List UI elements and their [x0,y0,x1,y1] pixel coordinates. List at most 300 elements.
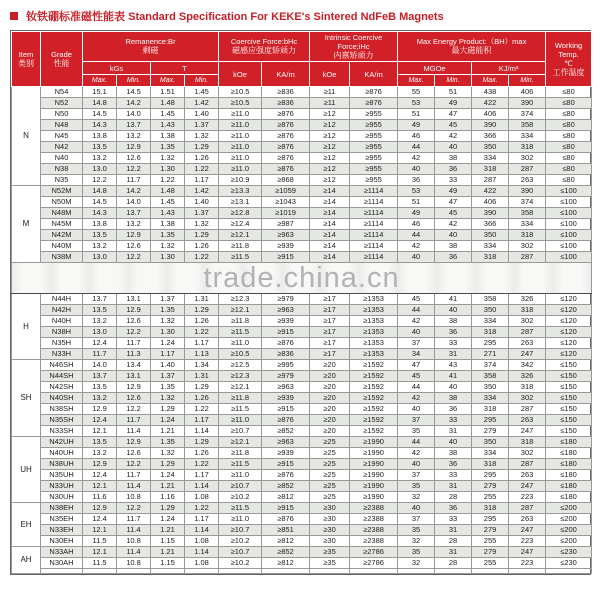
value-cell: 38 [435,153,472,164]
value-cell: 1.32 [151,393,185,404]
value-cell: ≥30 [310,503,350,514]
table-row-N38SH [12,404,592,415]
value-cell: 374 [509,197,546,208]
value-cell: 302 [509,393,546,404]
item-group-label-UH: UH [12,437,41,503]
value-cell: ≥852 [262,481,310,492]
value-cell: 1.32 [151,241,185,252]
value-cell: 13.1 [117,294,151,305]
value-cell: 40 [435,382,472,393]
value-cell: 1.42 [185,98,219,109]
value-cell: 318 [472,404,509,415]
value-cell: 13.0 [83,327,117,338]
value-cell: ≥2786 [350,558,398,569]
subcol-kgs-max: Max. [83,75,117,87]
value-cell: 10.8 [117,492,151,503]
value-cell: ≥10.7 [219,481,262,492]
value-cell: 14.8 [83,98,117,109]
value-cell: 33 [435,514,472,525]
value-cell: 12.1 [83,481,117,492]
value-cell: 38 [435,448,472,459]
value-cell: ≥963 [262,305,310,316]
subcol-kjm3-max: Max. [472,75,509,87]
value-cell: 11.7 [117,415,151,426]
value-cell: 41 [435,294,472,305]
value-cell: 51 [398,197,435,208]
value-cell: ≤100 [546,186,592,197]
value-cell: ≤150 [546,415,592,426]
table-row-N35H [12,338,592,349]
value-cell: 350 [472,437,509,448]
value-cell: ≥852 [262,547,310,558]
grade-cell: N38SH [41,404,83,415]
value-cell: 36 [435,327,472,338]
value-cell: 1.24 [151,470,185,481]
value-cell: ≥1990 [350,481,398,492]
value-cell: ≥10.7 [219,547,262,558]
value-cell: 287 [509,327,546,338]
subcol-kgs-min: Min. [117,75,151,87]
value-cell: ≤200 [546,514,592,525]
value-cell: ≥1592 [350,371,398,382]
table-row-N52M [12,186,592,197]
value-cell: 279 [472,547,509,558]
value-cell: 42 [398,393,435,404]
value-cell: 40 [398,164,435,175]
value-cell: ≥939 [262,241,310,252]
value-cell: 1.35 [151,382,185,393]
value-cell: 44 [398,230,435,241]
value-cell: 1.35 [151,305,185,316]
value-cell: 15.1 [83,87,117,98]
col-header-item [12,32,41,87]
value-cell: ≥17 [310,316,350,327]
value-cell: 33 [435,470,472,481]
value-cell: 1.40 [185,197,219,208]
value-cell: ≥20 [310,404,350,415]
value-cell: 318 [509,230,546,241]
value-cell: 32 [398,558,435,569]
value-cell: 1.32 [151,448,185,459]
value-cell: 36 [435,404,472,415]
value-cell: ≥20 [310,382,350,393]
value-cell: 35 [398,525,435,536]
value-cell: 1.17 [185,514,219,525]
value-cell: ≥11.0 [219,120,262,131]
value-cell: ≥11.5 [219,503,262,514]
value-cell: 13.0 [83,252,117,263]
value-cell: ≥25 [310,448,350,459]
value-cell: 1.08 [185,536,219,547]
value-cell: 438 [472,87,509,98]
value-cell: 1.38 [151,219,185,230]
value-cell: ≥11.0 [219,514,262,525]
table-row-N40M [12,241,592,252]
value-cell: ≥2388 [350,525,398,536]
value-cell: ≥1114 [350,241,398,252]
value-cell: 1.14 [185,547,219,558]
value-cell: 279 [472,481,509,492]
value-cell: 11.7 [83,349,117,360]
empty-cell [435,569,472,574]
value-cell: ≤150 [546,371,592,382]
value-cell: ≥876 [262,514,310,525]
value-cell: 334 [509,131,546,142]
value-cell: 31 [435,547,472,558]
table-row-N44H [12,294,592,305]
value-cell: 40 [398,503,435,514]
value-cell: ≤180 [546,459,592,470]
value-cell: 51 [398,109,435,120]
value-cell: ≥979 [262,371,310,382]
value-cell: ≥13.3 [219,186,262,197]
value-cell: ≥876 [262,109,310,120]
value-cell: 1.34 [185,360,219,371]
value-cell: 1.43 [151,120,185,131]
value-cell: 49 [398,208,435,219]
value-cell: 44 [398,437,435,448]
value-cell: ≥876 [262,338,310,349]
grade-cell: N40UH [41,448,83,459]
value-cell: 1.22 [185,503,219,514]
value-cell: ≤200 [546,503,592,514]
value-cell: 44 [398,382,435,393]
grade-cell: N42 [41,142,83,153]
value-cell: 326 [509,294,546,305]
value-cell: ≥11.5 [219,252,262,263]
value-cell: 1.31 [185,371,219,382]
item-group-label-N: N [12,87,41,186]
grade-cell: N40SH [41,393,83,404]
value-cell: ≥30 [310,514,350,525]
value-cell: 318 [472,503,509,514]
value-cell: 37 [398,415,435,426]
value-cell: 318 [472,164,509,175]
value-cell: 287 [509,503,546,514]
table-row-N35 [12,175,592,186]
value-cell: 12.6 [117,153,151,164]
value-cell: 1.35 [151,230,185,241]
value-cell: ≥915 [262,404,310,415]
value-cell: 13.2 [117,131,151,142]
value-cell: 255 [472,492,509,503]
value-cell: ≥1353 [350,294,398,305]
value-cell: 1.17 [151,349,185,360]
table-row-N46SH [12,360,592,371]
value-cell: 12.2 [117,459,151,470]
value-cell: 11.7 [117,338,151,349]
value-cell: 13.8 [83,131,117,142]
value-cell: 334 [472,316,509,327]
value-cell: 358 [472,371,509,382]
value-cell: 14.5 [117,87,151,98]
value-cell: 45 [435,120,472,131]
subcol-t: T [151,62,219,75]
value-cell: 14.2 [117,186,151,197]
value-cell: ≥11.0 [219,153,262,164]
value-cell: ≤100 [546,208,592,219]
value-cell: 1.45 [151,109,185,120]
value-cell: ≥836 [262,87,310,98]
empty-cell [350,569,398,574]
col-header-remanence-en: Remanence:Br [125,37,176,46]
empty-cell [41,569,83,574]
value-cell: 223 [509,492,546,503]
col-header-coercive-zh: 磁感应强度矫顽力 [232,46,297,55]
value-cell: 1.22 [185,164,219,175]
value-cell: 13.2 [83,153,117,164]
value-cell: ≥915 [262,327,310,338]
value-cell: ≥2388 [350,536,398,547]
value-cell: 1.21 [151,525,185,536]
value-cell: ≥995 [262,360,310,371]
value-cell: 12.9 [83,404,117,415]
grade-cell: N45M [41,219,83,230]
value-cell: ≥14 [310,197,350,208]
value-cell: 1.14 [185,525,219,536]
value-cell: ≥12.8 [219,208,262,219]
item-group-label-SH: SH [12,360,41,437]
value-cell: ≥1592 [350,426,398,437]
value-cell: 11.7 [117,514,151,525]
value-cell: ≥1592 [350,360,398,371]
value-cell: 255 [472,558,509,569]
value-cell: 302 [509,153,546,164]
value-cell: 1.29 [185,305,219,316]
value-cell: ≥1592 [350,404,398,415]
grade-cell: N44H [41,294,83,305]
value-cell: ≥12.1 [219,437,262,448]
value-cell: 1.37 [151,371,185,382]
value-cell: ≤150 [546,393,592,404]
value-cell: 1.22 [185,252,219,263]
value-cell: ≥14 [310,208,350,219]
value-cell: 287 [472,175,509,186]
value-cell: 358 [472,294,509,305]
value-cell: 33 [435,338,472,349]
value-cell: 53 [398,186,435,197]
value-cell: ≥20 [310,393,350,404]
value-cell: 1.42 [185,186,219,197]
value-cell: 1.15 [151,536,185,547]
value-cell: ≥1990 [350,492,398,503]
value-cell: 1.38 [151,131,185,142]
value-cell: 42 [435,219,472,230]
value-cell: ≤80 [546,175,592,186]
table-row-N54 [12,87,592,98]
value-cell: ≥876 [262,470,310,481]
value-cell: 263 [509,415,546,426]
value-cell: ≤100 [546,219,592,230]
value-cell: 34 [398,349,435,360]
table-row-N52 [12,98,592,109]
value-cell: ≥10.7 [219,525,262,536]
grade-cell: N33H [41,349,83,360]
value-cell: 406 [509,87,546,98]
value-cell: ≥1114 [350,186,398,197]
value-cell: 49 [435,186,472,197]
value-cell: 14.0 [83,360,117,371]
value-cell: 1.26 [185,393,219,404]
value-cell: 318 [509,305,546,316]
value-cell: 287 [509,164,546,175]
value-cell: ≤200 [546,525,592,536]
value-cell: 28 [435,558,472,569]
value-cell: 255 [472,536,509,547]
value-cell: ≥812 [262,558,310,569]
value-cell: ≥25 [310,481,350,492]
col-header-item-zh: 类别 [18,58,34,68]
value-cell: ≤120 [546,327,592,338]
value-cell: 38 [435,393,472,404]
value-cell: 12.1 [83,525,117,536]
value-cell: 263 [509,470,546,481]
value-cell: 1.21 [151,426,185,437]
grade-cell: N48M [41,208,83,219]
value-cell: ≥939 [262,316,310,327]
value-cell: 28 [435,536,472,547]
value-cell: 42 [398,153,435,164]
value-cell: 1.17 [185,470,219,481]
value-cell: 42 [398,316,435,327]
value-cell: 14.3 [83,208,117,219]
value-cell: ≥12.1 [219,382,262,393]
value-cell: ≤80 [546,98,592,109]
value-cell: ≥25 [310,437,350,448]
value-cell: 406 [472,197,509,208]
value-cell: 40 [435,230,472,241]
grade-cell: N48 [41,120,83,131]
value-cell: ≥11.8 [219,241,262,252]
value-cell: 1.37 [185,208,219,219]
value-cell: ≤150 [546,382,592,393]
value-cell: 12.2 [117,327,151,338]
value-cell: ≥12 [310,153,350,164]
value-cell: 42 [398,448,435,459]
subcol-mgoe: MGOe [398,62,472,75]
value-cell: ≥1353 [350,327,398,338]
value-cell: ≥25 [310,459,350,470]
value-cell: 1.26 [185,153,219,164]
value-cell: ≤180 [546,470,592,481]
value-cell: ≥876 [350,98,398,109]
value-cell: ≤120 [546,305,592,316]
empty-cell [472,569,509,574]
value-cell: 247 [509,525,546,536]
value-cell: 12.9 [117,437,151,448]
table-row-N44SH [12,371,592,382]
value-cell: ≥11.5 [219,327,262,338]
value-cell: 47 [435,109,472,120]
value-cell: 279 [472,525,509,536]
value-cell: 13.8 [83,219,117,230]
value-cell: ≥11.0 [219,109,262,120]
table-row-N40SH [12,393,592,404]
value-cell: ≥10.7 [219,426,262,437]
value-cell: ≤80 [546,153,592,164]
value-cell: 40 [398,327,435,338]
grade-cell: N30AH [41,558,83,569]
value-cell: ≥963 [262,437,310,448]
value-cell: ≥10.5 [219,349,262,360]
value-cell: 1.21 [151,547,185,558]
value-cell: 37 [398,338,435,349]
value-cell: 12.6 [117,448,151,459]
value-cell: ≥963 [262,230,310,241]
table-row-N30UH [12,492,592,503]
value-cell: ≥11.0 [219,131,262,142]
value-cell: 295 [472,338,509,349]
grade-cell: N30EH [41,536,83,547]
value-cell: 12.4 [83,514,117,525]
value-cell: 374 [509,109,546,120]
table-row-N40H [12,316,592,327]
empty-cell [151,569,185,574]
value-cell: ≥30 [310,525,350,536]
value-cell: ≥12 [310,175,350,186]
value-cell: 1.22 [185,459,219,470]
value-cell: 12.9 [117,305,151,316]
value-cell: ≥979 [262,294,310,305]
value-cell: ≥11.8 [219,393,262,404]
value-cell: 12.9 [117,142,151,153]
value-cell: ≥20 [310,360,350,371]
value-cell: 334 [472,241,509,252]
value-cell: 13.5 [83,437,117,448]
col-header-remanence-zh: 剩磁 [142,46,159,55]
value-cell: 33 [435,415,472,426]
col-header-coercive [219,32,310,62]
value-cell: ≥11.0 [219,164,262,175]
value-cell: 1.32 [185,219,219,230]
value-cell: ≥12 [310,164,350,175]
table-row-N38UH [12,459,592,470]
value-cell: ≥876 [262,120,310,131]
value-cell: 37 [398,470,435,481]
value-cell: 223 [509,536,546,547]
col-header-remanence [83,32,219,62]
watermark-text: trade.china.cn [203,262,400,294]
value-cell: 247 [509,349,546,360]
value-cell: 12.9 [117,382,151,393]
page-title-zh: 钕铁硼标准磁性能表 [26,11,126,23]
table-row-N40UH [12,448,592,459]
value-cell: ≥876 [262,153,310,164]
value-cell: ≤230 [546,558,592,569]
col-header-temp-en: Working Temp. [554,40,583,59]
table-row-N38EH [12,503,592,514]
value-cell: 263 [509,338,546,349]
grade-cell: N38M [41,252,83,263]
value-cell: 14.0 [117,197,151,208]
empty-cell [219,569,262,574]
subcol-bhc-koe: kOe [219,62,262,87]
empty-cell [185,569,219,574]
subcol-kjm3: KJ/m³ [472,62,546,75]
value-cell: 31 [435,525,472,536]
value-cell: ≥11.5 [219,404,262,415]
value-cell: 358 [509,120,546,131]
col-header-grade-zh: 性能 [53,58,70,68]
value-cell: 1.40 [151,360,185,371]
value-cell: 1.48 [151,186,185,197]
value-cell: ≥1990 [350,459,398,470]
value-cell: ≥915 [262,459,310,470]
subcol-ihc-koe: kOe [310,62,350,87]
value-cell: ≤230 [546,547,592,558]
value-cell: 406 [472,109,509,120]
grade-cell: N46SH [41,360,83,371]
